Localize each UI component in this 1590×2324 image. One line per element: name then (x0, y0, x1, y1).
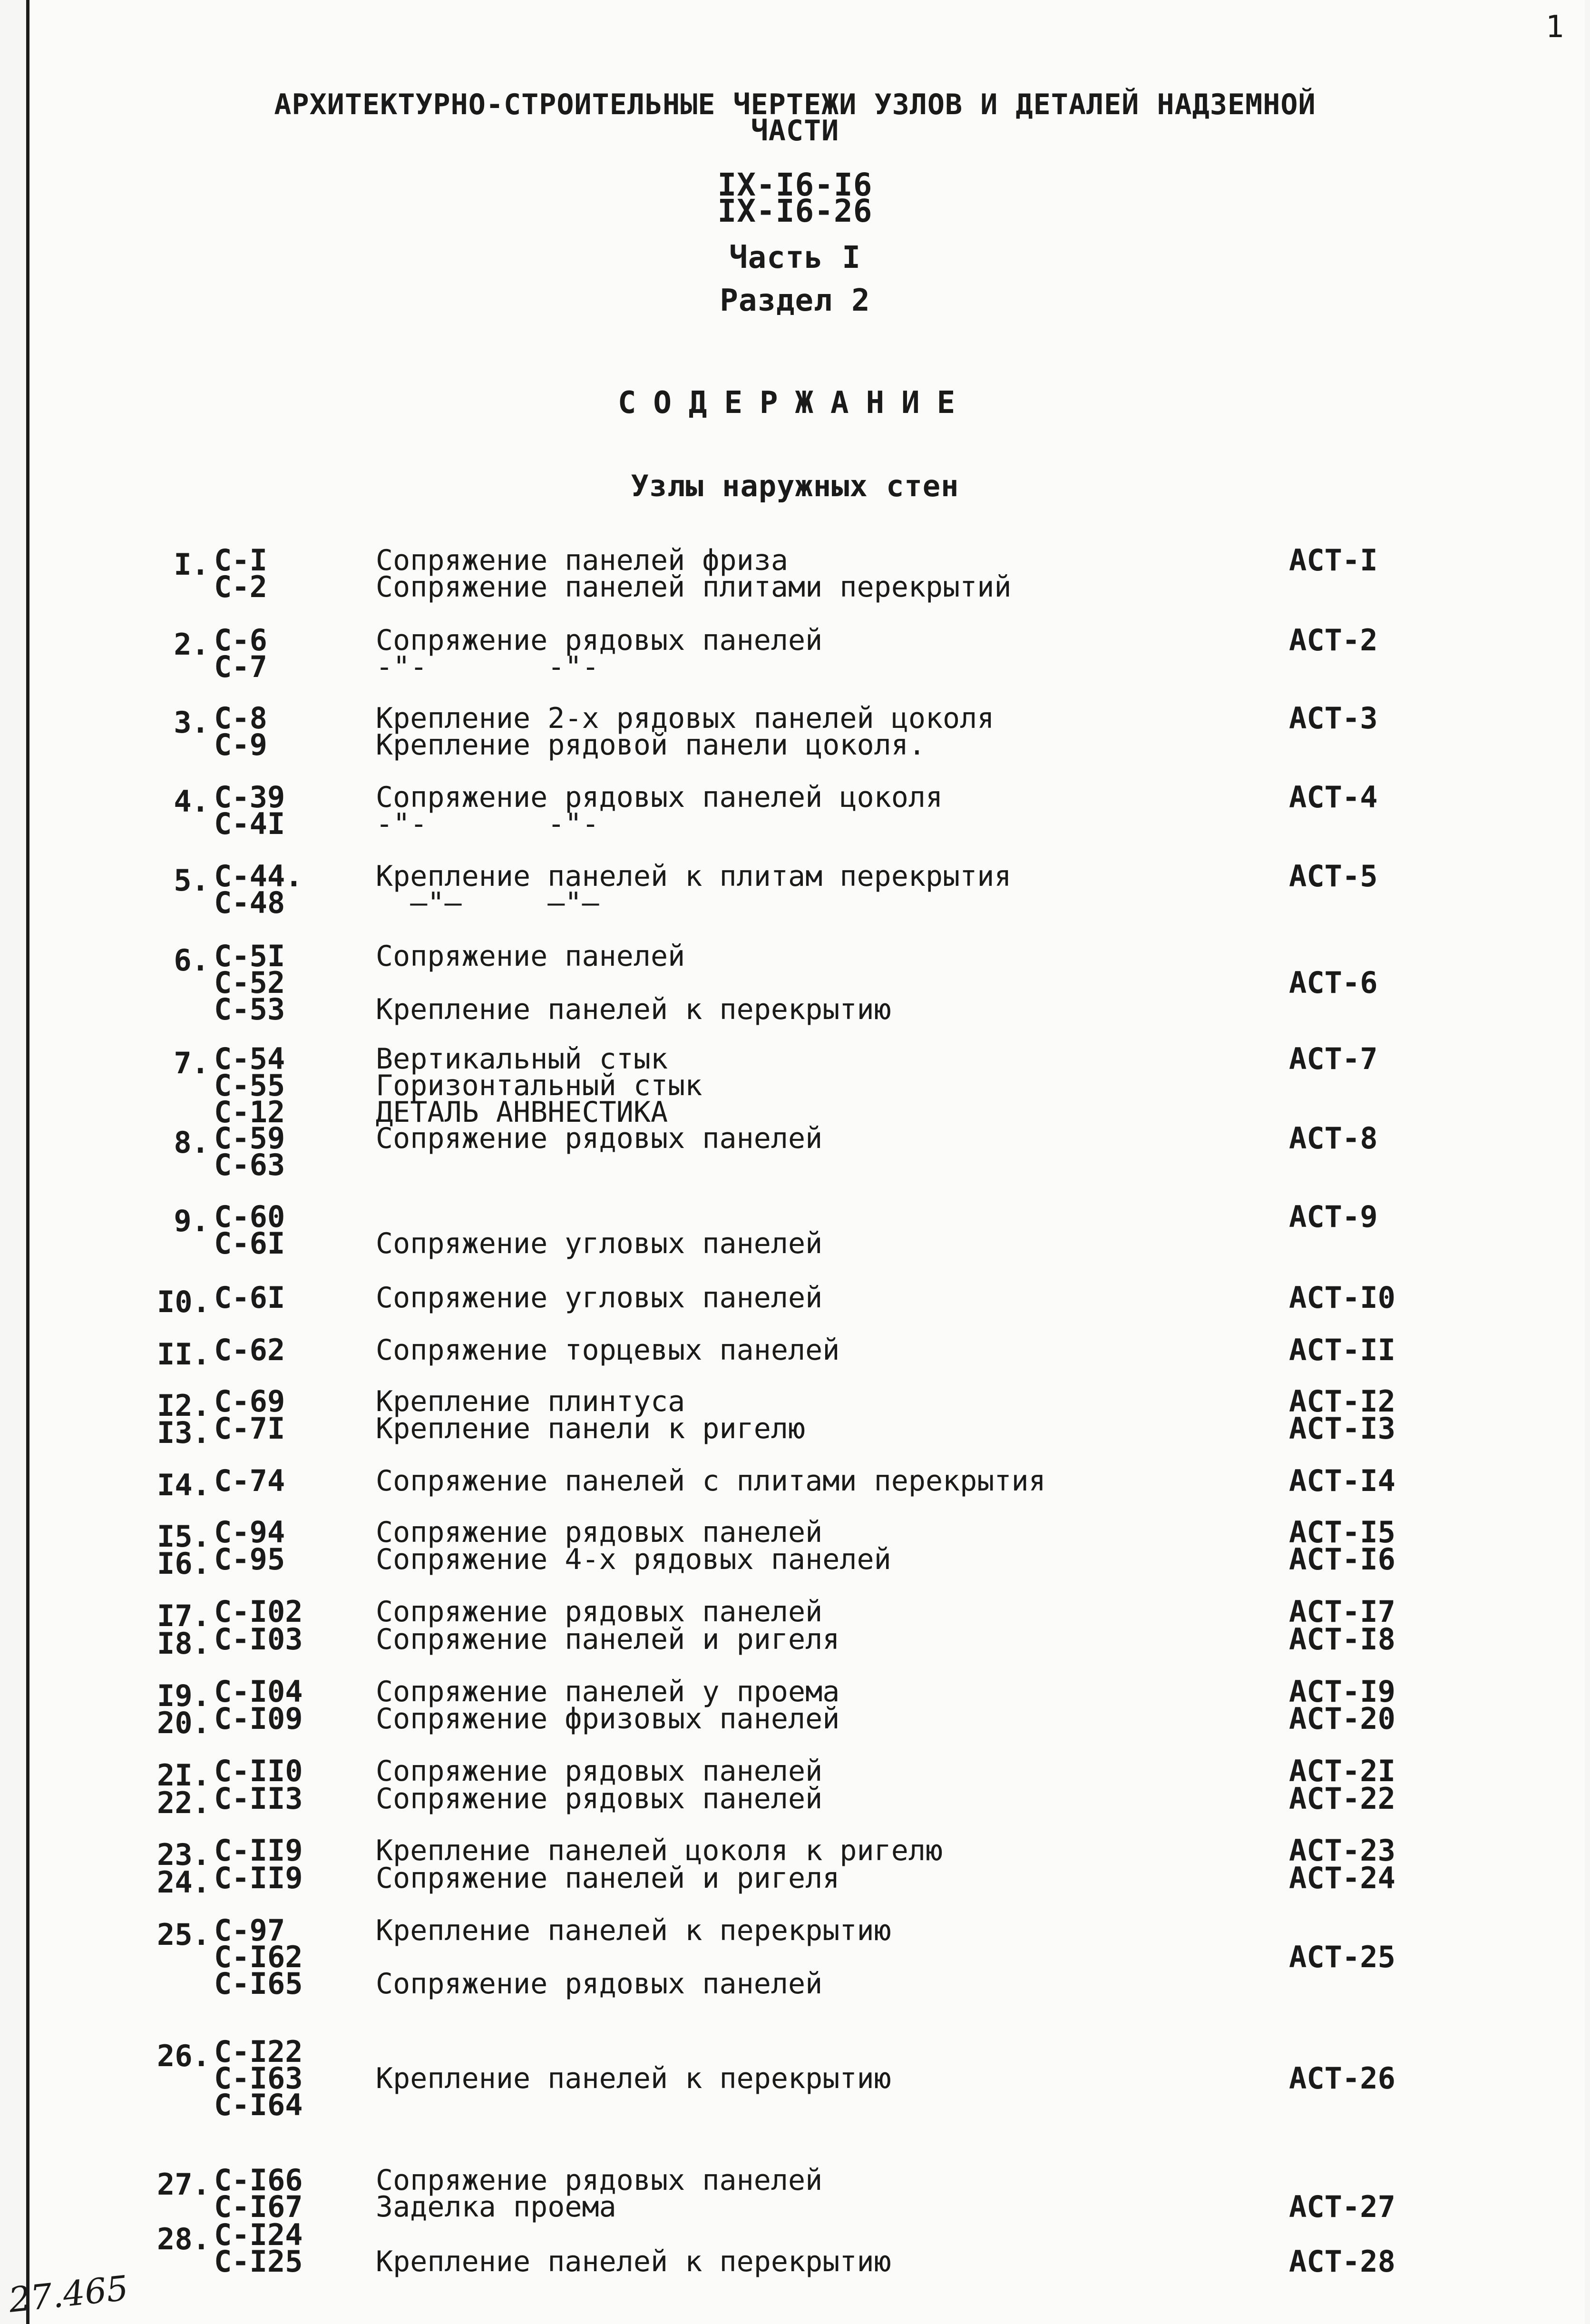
entry-codes (214, 1594, 357, 1629)
node-description: Сопряжение панелей плитами перекрытий (376, 570, 1012, 604)
sheet-reference: АСТ-I5 (1289, 1515, 1395, 1549)
entry-number: 2I. (157, 1758, 210, 1793)
node-description: Крепление панелей к перекрытию (376, 2245, 891, 2278)
sheet-reference: АСТ-8 (1289, 1121, 1378, 1156)
entry-number: II. (157, 1337, 210, 1372)
node-code: C-II9 (214, 1833, 303, 1868)
entry-codes (214, 1411, 357, 1446)
entry-codes (214, 1463, 357, 1498)
entry-codes (214, 1041, 357, 1129)
node-description (376, 2092, 1327, 2118)
node-description: Вертикальный стык (376, 1042, 668, 1076)
node-code: C-39 (214, 780, 285, 814)
entry-number: 20. (157, 1706, 210, 1740)
section-label: Раздел 2 (720, 283, 870, 318)
entry-descriptions (376, 624, 1327, 684)
entry-descriptions (376, 1334, 1327, 1367)
sheet-reference: АСТ-I9 (1289, 1674, 1395, 1709)
entry-number: 5. (174, 863, 209, 898)
sheet-reference: АСТ-I2 (1289, 1384, 1395, 1419)
section-subtitle: Узлы наружных стен (631, 469, 959, 503)
node-code: C-I25 (214, 2244, 303, 2279)
entry-codes (214, 1861, 357, 1895)
entry-codes (214, 1199, 357, 1261)
node-description: Сопряжение рядовых панелей (376, 1755, 823, 1788)
entry-codes (214, 1781, 357, 1816)
node-code: C-I04 (214, 1674, 303, 1709)
series-code-2: IX-I6-26 (717, 193, 873, 229)
node-description: Сопряжение рядовых панелей (376, 1595, 823, 1628)
sheet-reference: АСТ-I3 (1289, 1411, 1395, 1446)
node-description: Сопряжение панелей фриза (376, 544, 788, 577)
entry-number: 23. (157, 1837, 210, 1872)
entry-number: I6. (157, 1546, 210, 1581)
series-code-1: IX-I6-I6 (717, 167, 873, 203)
node-code: C-62 (214, 1333, 285, 1367)
entry-number: I8. (157, 1626, 210, 1661)
node-description: Сопряжение панелей с плитами перекрытия (376, 1464, 1046, 1498)
entry-codes (214, 1333, 357, 1367)
entry-number: 6. (174, 943, 209, 978)
node-code: C-I66 (214, 2163, 303, 2197)
entry-number: 2. (174, 627, 209, 662)
node-code: C-I63 (214, 2061, 303, 2096)
sheet-reference: АСТ-20 (1289, 1701, 1395, 1736)
node-description: Крепление рядовой панели цоколя. (376, 728, 926, 762)
node-code: C-8 (214, 701, 267, 735)
entry-codes (214, 1121, 357, 1182)
title-line-2: ЧАСТИ (751, 114, 839, 147)
node-code: C-I02 (214, 1594, 303, 1629)
entry-number: 26. (157, 2039, 210, 2073)
entry-codes (214, 939, 357, 1027)
node-code: C-4I (214, 806, 285, 841)
entry-descriptions (376, 1914, 1327, 2000)
node-description: Крепление панелей к плитам перекрытия (376, 860, 1012, 893)
node-description (376, 1944, 1327, 1971)
node-description: Сопряжение угловых панелей (376, 1227, 823, 1260)
entry-descriptions (376, 1675, 1327, 1708)
entry-number: 8. (174, 1125, 209, 1160)
node-code: C-7I (214, 1411, 285, 1446)
entry-descriptions (376, 1595, 1327, 1628)
node-code: C-I65 (214, 1966, 303, 2001)
node-code: C-59 (214, 1121, 285, 1156)
entry-codes (214, 1754, 357, 1788)
node-description: Крепление 2-х рядовых панелей цоколя (376, 702, 995, 735)
entry-descriptions (376, 1623, 1327, 1656)
entry-codes (214, 1542, 357, 1577)
node-code: C-12 (214, 1095, 285, 1129)
sheet-reference: АСТ-3 (1289, 701, 1378, 735)
sheet-reference: АСТ-27 (1289, 2189, 1395, 2224)
sheet-reference: АСТ-28 (1289, 2244, 1395, 2279)
entry-codes (214, 2217, 357, 2279)
sheet-reference: АСТ-2I (1289, 1754, 1395, 1788)
node-description: Крепление панелей к перекрытию (376, 1914, 891, 1947)
entry-descriptions (376, 1281, 1327, 1314)
entry-codes (214, 2163, 357, 2224)
sheet-reference: АСТ-I0 (1289, 1280, 1395, 1315)
entry-number: 22. (157, 1785, 210, 1820)
node-description: Сопряжение панелей (376, 940, 685, 973)
sheet-reference: АСТ-24 (1289, 1861, 1395, 1895)
sheet-reference: АСТ-I7 (1289, 1594, 1395, 1629)
entry-number: I5. (157, 1519, 210, 1554)
node-description: Сопряжение панелей у проема (376, 1675, 840, 1708)
entry-descriptions (376, 702, 1327, 762)
entry-codes (214, 1913, 357, 2001)
entry-number: I0. (157, 1285, 210, 1319)
node-description: Сопряжение рядовых панелей (376, 1122, 823, 1155)
node-code: C-I09 (214, 1701, 303, 1736)
node-description: Сопряжение рядовых панелей цоколя (376, 781, 943, 814)
sheet-reference: АСТ-I4 (1289, 1463, 1395, 1498)
entry-descriptions (376, 1834, 1327, 1867)
node-description: Крепление панелей к перекрытию (376, 993, 891, 1026)
sheet-reference: АСТ-4 (1289, 780, 1378, 814)
node-code: C-II9 (214, 1861, 303, 1895)
node-description: Сопряжение торцевых панелей (376, 1334, 840, 1367)
sheet-reference: АСТ-6 (1289, 965, 1378, 1000)
node-description: Сопряжение фризовых панелей (376, 1702, 840, 1736)
node-code: C-I22 (214, 2034, 303, 2069)
node-code: C-II3 (214, 1781, 303, 1816)
entry-descriptions (376, 860, 1327, 920)
sheet-reference: АСТ-II (1289, 1333, 1395, 1367)
entry-number: 27. (157, 2167, 210, 2202)
entry-descriptions (376, 2164, 1327, 2224)
entry-descriptions (376, 1385, 1327, 1418)
entry-number: I. (174, 547, 209, 582)
node-description: Сопряжение панелей и ригеля (376, 1862, 840, 1895)
node-code: C-63 (214, 1147, 285, 1182)
node-code: C-54 (214, 1041, 285, 1076)
entry-number: 4. (174, 784, 209, 819)
entry-descriptions (376, 1042, 1327, 1129)
entry-codes (214, 2034, 357, 2122)
entry-descriptions (376, 1702, 1327, 1736)
node-description: Сопряжение рядовых панелей (376, 624, 823, 657)
sheet-reference: АСТ-23 (1289, 1833, 1395, 1868)
entry-number: 28. (157, 2222, 210, 2256)
node-code: C-I67 (214, 2189, 303, 2224)
node-description: —"— —"— (376, 886, 599, 920)
node-code: C-I62 (214, 1940, 303, 1974)
entry-number: 25. (157, 1917, 210, 1952)
entry-codes (214, 1833, 357, 1868)
sheet-reference: АСТ-7 (1289, 1041, 1378, 1076)
node-description: Крепление панелей цоколя к ригелю (376, 1834, 943, 1867)
node-description (376, 970, 1327, 996)
node-code: C-7 (214, 649, 267, 684)
entry-descriptions (376, 781, 1327, 841)
node-description: Сопряжение 4-х рядовых панелей (376, 1543, 891, 1576)
node-description: Сопряжение угловых панелей (376, 1281, 823, 1314)
entry-codes (214, 543, 357, 604)
corner-mark: 1 (1545, 10, 1564, 45)
node-code: C-6 (214, 623, 267, 657)
entry-number: I2. (157, 1388, 210, 1423)
entry-descriptions (376, 1862, 1327, 1895)
node-description: ДЕТАЛЬ АНВНЕСТИКА (376, 1096, 668, 1129)
entry-descriptions (376, 940, 1327, 1026)
node-code: C-5I (214, 939, 285, 973)
entry-descriptions (376, 2039, 1327, 2118)
sheet-reference: АСТ-22 (1289, 1781, 1395, 1816)
entry-codes (214, 859, 357, 920)
sheet-reference: АСТ-26 (1289, 2061, 1395, 2096)
node-code: C-69 (214, 1384, 285, 1419)
node-code: C-94 (214, 1515, 285, 1549)
node-code: C-II0 (214, 1754, 303, 1788)
entry-descriptions (376, 1412, 1327, 1445)
entry-descriptions (376, 1464, 1327, 1498)
entry-number: I7. (157, 1598, 210, 1633)
node-code: C-44. (214, 859, 303, 893)
title-line-1: АРХИТЕКТУРНО-СТРОИТЕЛЬНЫЕ ЧЕРТЕЖИ УЗЛОВ И ДЕТАЛЕЙ НАДЗЕМНОЙ (274, 88, 1316, 121)
node-description: Сопряжение рядовых панелей (376, 1967, 823, 2000)
node-description: Сопряжение рядовых панелей (376, 1782, 823, 1815)
node-description (376, 2222, 1327, 2248)
node-description: Горизонтальный стык (376, 1069, 702, 1102)
sheet-reference: АСТ-5 (1289, 859, 1378, 893)
entry-number: 9. (174, 1204, 209, 1238)
entry-number: I9. (157, 1678, 210, 1713)
entry-descriptions (376, 1782, 1327, 1815)
node-code: C-9 (214, 727, 267, 762)
node-code: C-6I (214, 1226, 285, 1261)
node-description: Сопряжение рядовых панелей (376, 1516, 823, 1549)
node-code: C-95 (214, 1542, 285, 1577)
node-description: Крепление панели к ригелю (376, 1412, 806, 1445)
entry-descriptions (376, 1204, 1327, 1260)
node-description: -"- -"- (376, 807, 599, 841)
sheet-reference: АСТ-I6 (1289, 1542, 1395, 1577)
entry-descriptions (376, 544, 1327, 604)
entry-number: 3. (174, 705, 209, 740)
node-code: C-I24 (214, 2217, 303, 2252)
sheet-reference: АСТ-25 (1289, 1940, 1395, 1974)
node-description (376, 2039, 1327, 2065)
entry-descriptions (376, 2222, 1327, 2278)
sheet-reference: АСТ-I8 (1289, 1622, 1395, 1657)
node-code: C-2 (214, 569, 267, 604)
node-description: Крепление панелей к перекрытию (376, 2062, 891, 2095)
entry-codes (214, 1280, 357, 1315)
entry-descriptions (376, 1122, 1327, 1155)
node-code: C-48 (214, 885, 285, 920)
node-code: C-55 (214, 1068, 285, 1103)
handwritten-signature: 27.465 (7, 2268, 130, 2320)
node-description: Заделка проема (376, 2190, 616, 2224)
contents-heading: СОДЕРЖАНИЕ (617, 385, 973, 421)
node-description: Сопряжение панелей и ригеля (376, 1623, 840, 1656)
sheet-reference: АСТ-9 (1289, 1199, 1378, 1234)
node-code: C-97 (214, 1913, 285, 1948)
entry-codes (214, 623, 357, 684)
node-description (376, 1204, 1327, 1230)
node-code: C-52 (214, 965, 285, 1000)
part-label: Часть I (729, 240, 861, 275)
entry-codes (214, 701, 357, 762)
node-code: C-53 (214, 992, 285, 1027)
entry-number: 7. (174, 1046, 209, 1080)
node-description: Сопряжение рядовых панелей (376, 2164, 823, 2197)
node-description: Крепление плинтуса (376, 1385, 685, 1418)
entry-descriptions (376, 1755, 1327, 1788)
node-code: C-6I (214, 1280, 285, 1315)
entry-number: I3. (157, 1415, 210, 1450)
sheet-reference: АСТ-2 (1289, 623, 1378, 657)
entry-number: 24. (157, 1865, 210, 1900)
node-description: -"- -"- (376, 650, 599, 684)
node-code: C-I64 (214, 2088, 303, 2122)
entry-descriptions (376, 1543, 1327, 1576)
entry-codes (214, 1622, 357, 1657)
entry-descriptions (376, 1516, 1327, 1549)
entry-number: I4. (157, 1468, 210, 1502)
entry-codes (214, 1701, 357, 1736)
node-code: C-I (214, 543, 267, 578)
node-code: C-I03 (214, 1622, 303, 1657)
node-code: C-60 (214, 1199, 285, 1234)
sheet-reference: АСТ-I (1289, 543, 1378, 578)
node-code: C-74 (214, 1463, 285, 1498)
entry-codes (214, 780, 357, 841)
